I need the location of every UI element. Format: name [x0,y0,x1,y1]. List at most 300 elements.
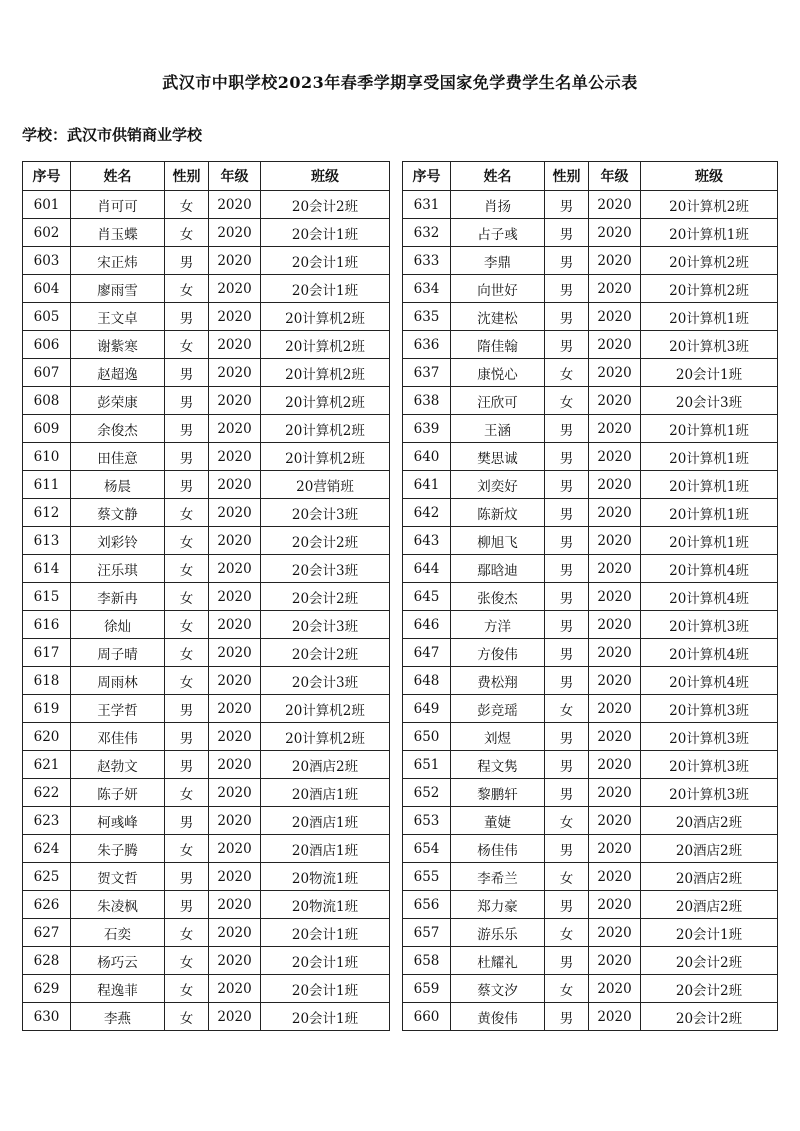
table-row [23,695,390,723]
cell-index: 612 [23,499,71,527]
table-row [403,331,778,359]
cell-class: 20计算机1班 [641,471,778,499]
cell-grade: 2020 [589,415,641,443]
cell-index: 629 [23,975,71,1003]
cell-grade: 2020 [209,471,261,499]
cell-name: 石奕 [71,919,165,947]
cell-gender: 男 [545,611,589,639]
cell-class: 20会计3班 [261,555,390,583]
cell-gender: 女 [165,191,209,219]
cell-index: 647 [403,639,451,667]
table-row [23,919,390,947]
cell-name: 沈建松 [451,303,545,331]
table-row [23,275,390,303]
cell-gender: 男 [545,779,589,807]
cell-name: 杨佳伟 [451,835,545,863]
cell-grade: 2020 [209,1003,261,1031]
cell-index: 649 [403,695,451,723]
cell-class: 20酒店2班 [641,891,778,919]
cell-name: 刘奕好 [451,471,545,499]
cell-name: 王涵 [451,415,545,443]
cell-index: 618 [23,667,71,695]
cell-gender: 男 [545,191,589,219]
cell-index: 636 [403,331,451,359]
cell-class: 20计算机4班 [641,639,778,667]
cell-name: 李新冉 [71,583,165,611]
cell-class: 20会计1班 [641,919,778,947]
cell-index: 627 [23,919,71,947]
cell-class: 20计算机2班 [261,443,390,471]
cell-gender: 男 [545,1003,589,1031]
table-row [23,863,390,891]
cell-index: 656 [403,891,451,919]
cell-grade: 2020 [209,219,261,247]
cell-class: 20计算机2班 [261,359,390,387]
cell-gender: 女 [165,555,209,583]
cell-gender: 女 [545,863,589,891]
cell-gender: 女 [165,1003,209,1031]
cell-index: 646 [403,611,451,639]
table-row [403,751,778,779]
table-row [23,191,390,219]
table-row [23,723,390,751]
cell-name: 黎鹏轩 [451,779,545,807]
cell-class: 20酒店1班 [261,835,390,863]
cell-class: 20计算机1班 [641,303,778,331]
cell-class: 20会计2班 [641,975,778,1003]
cell-gender: 男 [545,219,589,247]
cell-grade: 2020 [589,443,641,471]
cell-index: 651 [403,751,451,779]
cell-class: 20计算机1班 [641,443,778,471]
cell-class: 20会计1班 [261,919,390,947]
cell-name: 刘煜 [451,723,545,751]
cell-grade: 2020 [589,219,641,247]
cell-class: 20酒店1班 [261,807,390,835]
table-row [403,191,778,219]
cell-index: 610 [23,443,71,471]
cell-gender: 男 [165,723,209,751]
cell-gender: 男 [545,275,589,303]
cell-grade: 2020 [209,947,261,975]
header-gender: 性别 [165,162,209,191]
cell-index: 611 [23,471,71,499]
cell-index: 640 [403,443,451,471]
cell-index: 619 [23,695,71,723]
cell-index: 615 [23,583,71,611]
cell-gender: 男 [165,863,209,891]
table-row [23,611,390,639]
cell-gender: 女 [545,387,589,415]
cell-class: 20会计2班 [261,191,390,219]
cell-grade: 2020 [589,191,641,219]
cell-grade: 2020 [209,695,261,723]
cell-name: 董婕 [451,807,545,835]
cell-name: 廖雨雪 [71,275,165,303]
cell-gender: 女 [165,611,209,639]
cell-grade: 2020 [209,835,261,863]
cell-gender: 男 [165,751,209,779]
cell-name: 肖可可 [71,191,165,219]
cell-index: 602 [23,219,71,247]
cell-gender: 女 [545,695,589,723]
table-row [403,415,778,443]
cell-index: 626 [23,891,71,919]
cell-name: 陈新炆 [451,499,545,527]
document-title: 武汉市中职学校2023年春季学期享受国家免学费学生名单公示表 [162,73,638,92]
header-index: 序号 [23,162,71,191]
cell-name: 游乐乐 [451,919,545,947]
cell-index: 643 [403,527,451,555]
table-row [23,247,390,275]
table-row [403,247,778,275]
cell-class: 20计算机1班 [641,219,778,247]
cell-index: 609 [23,415,71,443]
cell-gender: 男 [545,583,589,611]
table-row [23,415,390,443]
cell-class: 20计算机3班 [641,723,778,751]
cell-grade: 2020 [589,779,641,807]
table-row [403,527,778,555]
cell-name: 肖玉蝶 [71,219,165,247]
cell-name: 樊思诚 [451,443,545,471]
cell-grade: 2020 [209,975,261,1003]
cell-grade: 2020 [209,247,261,275]
roster-table-left [22,161,390,1031]
table-row [23,807,390,835]
table-row [403,723,778,751]
table-row [23,499,390,527]
cell-gender: 男 [165,415,209,443]
table-row [403,863,778,891]
cell-name: 谢紫寒 [71,331,165,359]
table-row [403,695,778,723]
cell-gender: 男 [165,695,209,723]
cell-gender: 男 [545,303,589,331]
cell-grade: 2020 [209,443,261,471]
cell-index: 631 [403,191,451,219]
cell-class: 20计算机4班 [641,583,778,611]
table-row [403,667,778,695]
cell-class: 20计算机3班 [641,331,778,359]
table-row [23,331,390,359]
cell-class: 20会计2班 [641,947,778,975]
cell-class: 20营销班 [261,471,390,499]
table-row [403,975,778,1003]
cell-class: 20会计3班 [261,667,390,695]
cell-name: 周雨林 [71,667,165,695]
cell-class: 20会计1班 [261,275,390,303]
cell-name: 王学哲 [71,695,165,723]
table-row [403,779,778,807]
cell-index: 617 [23,639,71,667]
cell-grade: 2020 [589,303,641,331]
cell-index: 625 [23,863,71,891]
cell-grade: 2020 [209,779,261,807]
cell-class: 20酒店2班 [261,751,390,779]
cell-grade: 2020 [589,947,641,975]
table-row [403,359,778,387]
table-row [23,359,390,387]
cell-name: 杜耀礼 [451,947,545,975]
cell-gender: 男 [545,667,589,695]
table-row [403,891,778,919]
cell-index: 630 [23,1003,71,1031]
cell-grade: 2020 [589,583,641,611]
cell-index: 650 [403,723,451,751]
cell-index: 633 [403,247,451,275]
cell-name: 宋正炜 [71,247,165,275]
cell-gender: 女 [165,919,209,947]
cell-index: 601 [23,191,71,219]
table-body-left [23,191,390,1031]
cell-grade: 2020 [589,751,641,779]
table-row [403,583,778,611]
cell-index: 614 [23,555,71,583]
cell-gender: 男 [545,555,589,583]
table-row [23,555,390,583]
cell-name: 柯彧峰 [71,807,165,835]
cell-class: 20会计1班 [261,219,390,247]
cell-index: 620 [23,723,71,751]
cell-class: 20会计1班 [641,359,778,387]
cell-name: 黄俊伟 [451,1003,545,1031]
cell-grade: 2020 [589,695,641,723]
cell-index: 641 [403,471,451,499]
cell-class: 20物流1班 [261,891,390,919]
cell-grade: 2020 [209,891,261,919]
cell-grade: 2020 [589,807,641,835]
cell-class: 20计算机1班 [641,499,778,527]
cell-name: 周子晴 [71,639,165,667]
table-row [403,443,778,471]
cell-name: 余俊杰 [71,415,165,443]
cell-grade: 2020 [209,751,261,779]
cell-class: 20计算机1班 [641,527,778,555]
table-row [23,303,390,331]
table-row [403,919,778,947]
header-gender: 性别 [545,162,589,191]
table-row [403,555,778,583]
cell-gender: 女 [165,275,209,303]
cell-name: 向世好 [451,275,545,303]
table-row [23,1003,390,1031]
cell-gender: 男 [545,443,589,471]
cell-class: 20酒店1班 [261,779,390,807]
table-row [403,471,778,499]
cell-gender: 男 [545,499,589,527]
cell-class: 20计算机2班 [641,247,778,275]
cell-grade: 2020 [589,527,641,555]
table-row [403,611,778,639]
cell-name: 李燕 [71,1003,165,1031]
header-grade: 年级 [589,162,641,191]
cell-index: 654 [403,835,451,863]
cell-grade: 2020 [589,247,641,275]
cell-gender: 男 [165,891,209,919]
cell-index: 653 [403,807,451,835]
cell-name: 张俊杰 [451,583,545,611]
cell-index: 628 [23,947,71,975]
cell-name: 彭竞瑶 [451,695,545,723]
cell-class: 20计算机1班 [641,415,778,443]
cell-gender: 女 [165,639,209,667]
cell-class: 20会计2班 [261,639,390,667]
cell-class: 20计算机2班 [261,723,390,751]
cell-class: 20计算机2班 [641,275,778,303]
table-header-right [403,162,778,191]
table-row [23,779,390,807]
cell-grade: 2020 [589,723,641,751]
cell-gender: 男 [545,415,589,443]
cell-class: 20计算机3班 [641,751,778,779]
cell-grade: 2020 [589,275,641,303]
table-row [403,499,778,527]
cell-index: 635 [403,303,451,331]
cell-class: 20会计2班 [261,583,390,611]
cell-grade: 2020 [209,723,261,751]
cell-gender: 女 [545,359,589,387]
cell-class: 20会计1班 [261,947,390,975]
table-row [403,275,778,303]
cell-gender: 男 [165,387,209,415]
cell-gender: 男 [545,527,589,555]
cell-name: 汪欣可 [451,387,545,415]
cell-class: 20计算机2班 [261,415,390,443]
cell-grade: 2020 [589,1003,641,1031]
table-row [23,667,390,695]
cell-class: 20计算机4班 [641,555,778,583]
cell-gender: 女 [165,331,209,359]
cell-class: 20计算机2班 [641,191,778,219]
table-row [23,639,390,667]
table-row [23,471,390,499]
cell-gender: 男 [545,891,589,919]
cell-index: 605 [23,303,71,331]
cell-index: 608 [23,387,71,415]
cell-name: 蔡文静 [71,499,165,527]
cell-gender: 男 [545,751,589,779]
cell-name: 李希兰 [451,863,545,891]
cell-grade: 2020 [209,555,261,583]
cell-gender: 女 [165,835,209,863]
cell-index: 655 [403,863,451,891]
cell-class: 20计算机2班 [261,387,390,415]
cell-class: 20计算机2班 [261,695,390,723]
cell-name: 蔡文汐 [451,975,545,1003]
cell-grade: 2020 [209,667,261,695]
cell-name: 杨巧云 [71,947,165,975]
cell-grade: 2020 [589,359,641,387]
table-row [403,1003,778,1031]
cell-index: 603 [23,247,71,275]
cell-class: 20会计3班 [261,499,390,527]
table-row [23,975,390,1003]
cell-name: 李鼎 [451,247,545,275]
table-body-right [403,191,778,1031]
table-row [403,639,778,667]
cell-class: 20酒店2班 [641,807,778,835]
cell-gender: 女 [165,219,209,247]
cell-grade: 2020 [589,499,641,527]
cell-grade: 2020 [209,387,261,415]
cell-gender: 女 [165,975,209,1003]
table-row [403,219,778,247]
cell-class: 20会计3班 [261,611,390,639]
cell-grade: 2020 [589,611,641,639]
cell-grade: 2020 [589,891,641,919]
table-row [23,219,390,247]
table-row [23,527,390,555]
cell-index: 607 [23,359,71,387]
table-row [403,835,778,863]
cell-gender: 男 [165,471,209,499]
header-index: 序号 [403,162,451,191]
cell-gender: 男 [545,331,589,359]
cell-index: 637 [403,359,451,387]
cell-gender: 男 [545,247,589,275]
cell-index: 639 [403,415,451,443]
cell-name: 占子彧 [451,219,545,247]
cell-index: 613 [23,527,71,555]
table-row [23,387,390,415]
table-row [23,891,390,919]
table-row [403,807,778,835]
cell-class: 20会计3班 [641,387,778,415]
cell-name: 邓佳伟 [71,723,165,751]
table-row [23,443,390,471]
cell-class: 20会计1班 [261,1003,390,1031]
cell-index: 657 [403,919,451,947]
cell-name: 程文隽 [451,751,545,779]
cell-index: 623 [23,807,71,835]
cell-gender: 女 [545,807,589,835]
cell-name: 鄢晗迪 [451,555,545,583]
cell-grade: 2020 [209,863,261,891]
cell-class: 20计算机4班 [641,667,778,695]
cell-grade: 2020 [589,667,641,695]
cell-name: 赵超逸 [71,359,165,387]
cell-index: 638 [403,387,451,415]
cell-name: 朱凌枫 [71,891,165,919]
cell-gender: 男 [545,471,589,499]
cell-name: 杨晨 [71,471,165,499]
cell-name: 贺文哲 [71,863,165,891]
header-class: 班级 [261,162,390,191]
cell-name: 程逸菲 [71,975,165,1003]
cell-name: 方俊伟 [451,639,545,667]
table-row [23,583,390,611]
cell-index: 644 [403,555,451,583]
cell-gender: 女 [545,975,589,1003]
cell-gender: 男 [545,639,589,667]
table-row [23,751,390,779]
cell-name: 康悦心 [451,359,545,387]
cell-grade: 2020 [209,583,261,611]
cell-gender: 男 [165,247,209,275]
cell-index: 604 [23,275,71,303]
cell-name: 刘彩铃 [71,527,165,555]
cell-name: 肖扬 [451,191,545,219]
cell-class: 20会计1班 [261,975,390,1003]
cell-grade: 2020 [209,303,261,331]
cell-class: 20酒店2班 [641,863,778,891]
cell-index: 634 [403,275,451,303]
cell-index: 606 [23,331,71,359]
cell-grade: 2020 [209,275,261,303]
cell-class: 20会计1班 [261,247,390,275]
cell-gender: 男 [545,723,589,751]
